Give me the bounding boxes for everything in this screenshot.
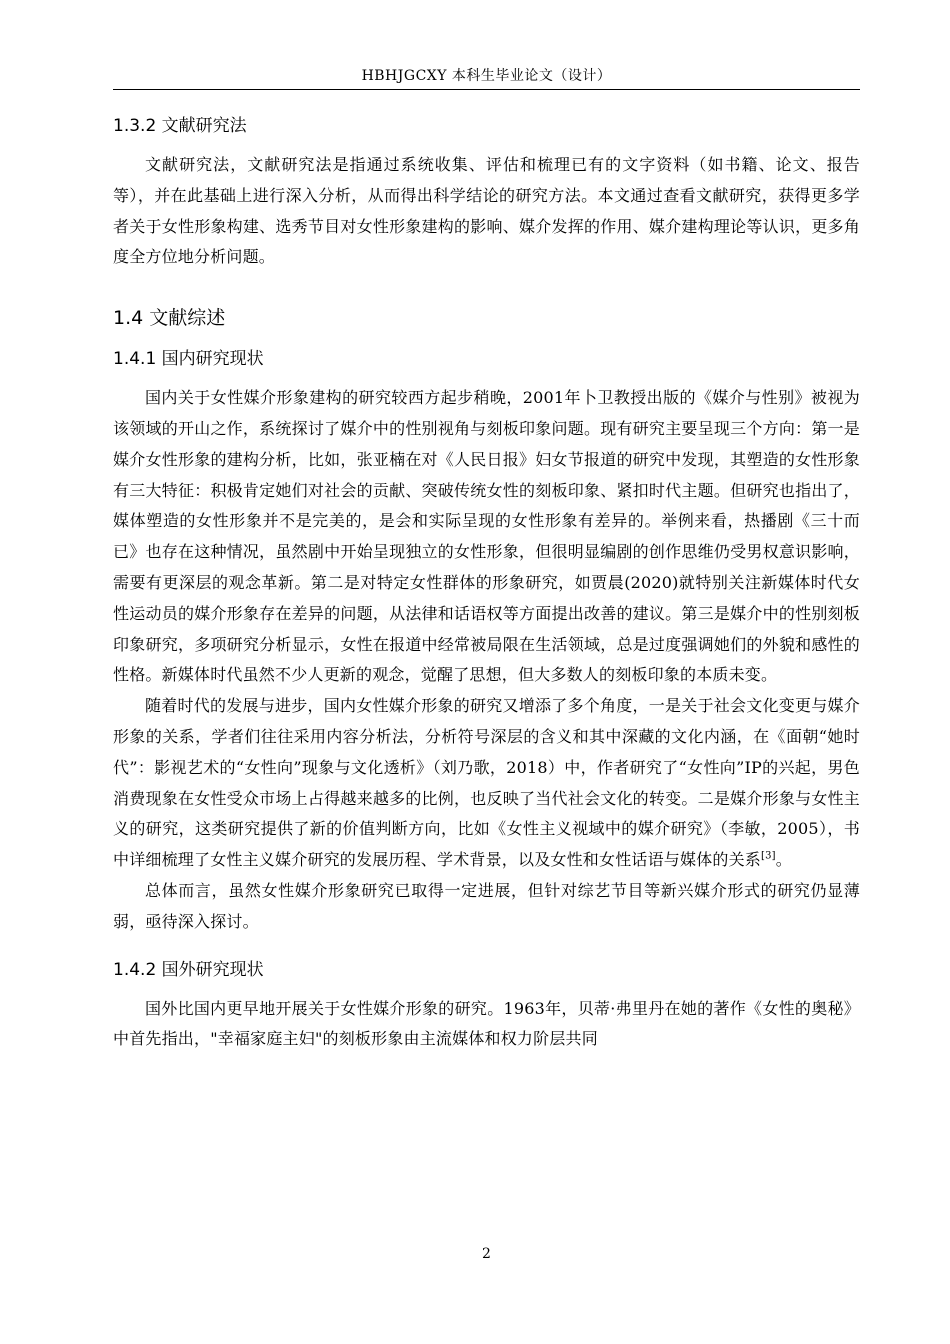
citation-3: [3] bbox=[761, 850, 776, 862]
paragraph-literature-method: 文献研究法，文献研究法是指通过系统收集、评估和梳理已有的文字资料（如书籍、论文、报告等），并在此基础上进行深入分析，从而得出科学结论的研究方法。本文通过查看文献研究，获得更多学者关于女性形象构建、选秀节目对女性形象建构的影响、媒介发挥的作用、媒介建构理论等认识，更多角度全方位地分析问题。 bbox=[113, 155, 860, 267]
page-header: HBHJGCXY 本科生毕业论文（设计） bbox=[361, 68, 612, 84]
paragraph-domestic-2-end: 。 bbox=[775, 850, 792, 870]
paragraph-domestic-1: 国内关于女性媒介形象建构的研究较西方起步稍晚，2001年卜卫教授出版的《媒介与性别》被视为该领域的开山之作，系统探讨了媒介中的性别视角与刻板印象问题。现有研究主要呈现三个方向：第一是媒介女性形象的建构分析，比如，张亚楠在对《人民日报》妇女节报道的研究中发现，其塑造的女性形象有三大特征：积极肯定她们对社会的贡献、突破传统女性的刻板印象、紧扣时代主题。但研究也指出了，媒体塑造的女性形象并不是完美的，是会和实际呈现的女性形象有差异的。举例来看，热播剧《三十而已》也存在这种情况，虽然剧中开始呈现独立的女性形象，但很明显编剧的创作思维仍受男权意识影响，需要有更深层的观念革新。第二是对特定女性群体的形象研究，如贾晨(2020)就特别关注新媒体时代女性运动员的媒介形象存在差异的问题，从法律和话语权等方面提出改善的建议。第三是媒介中的性别刻板印象研究，多项研究分析显示，女性在报道中经常被局限在生活领域，总是过度强调她们的外貌和感性的性格。新媒体时代虽然不少人更新的观念，觉醒了思想，但大多数人的刻板印象的本质未变。 bbox=[113, 388, 860, 685]
document-body bbox=[113, 112, 860, 1055]
paragraph-domestic-2 bbox=[113, 691, 860, 876]
heading-1-3-2: 1.3.2 文献研究法 bbox=[113, 116, 247, 136]
heading-1-4-2: 1.4.2 国外研究现状 bbox=[113, 959, 264, 980]
heading-1-4-1: 1.4.1 国内研究现状 bbox=[113, 349, 264, 370]
header-rule bbox=[113, 89, 860, 90]
paragraph-foreign-1: 国外比国内更早地开展关于女性媒介形象的研究。1963年，贝蒂·弗里丹在她的著作《女性的奥秘》中首先指出，"幸福家庭主妇"的刻板形象由主流媒体和权力阶层共同 bbox=[113, 998, 860, 1049]
page-number: 2 bbox=[482, 1246, 491, 1262]
paragraph-domestic-3: 总体而言，虽然女性媒介形象研究已取得一定进展，但针对综艺节目等新兴媒介形式的研究仍显薄弱，亟待深入探讨。 bbox=[113, 880, 860, 931]
paragraph-domestic-2-text: 随着时代的发展与进步，国内女性媒介形象的研究又增添了多个角度，一是关于社会文化变更与媒介形象的关系，学者们往往采用内容分析法，分析符号深层的含义和其中深藏的文化内涵，在《面朝“她时代”：影视艺术的“女性向”现象与文化透析》（刘乃歌，2018）中，作者研究了“女性向”IP的兴起，男色消费现象在女性受众市场上占得越来越多的比例，也反映了当代社会文化的转变。二是媒介形象与女性主义的研究，这类研究提供了新的价值判断方向，比如《女性主义视域中的媒介研究》（李敏，2005），书中详细梳理了女性主义媒介研究的发展历程、学术背景，以及女性和女性话语与媒体的关系 bbox=[113, 696, 860, 870]
heading-1-4: 1.4 文献综述 bbox=[113, 307, 226, 330]
